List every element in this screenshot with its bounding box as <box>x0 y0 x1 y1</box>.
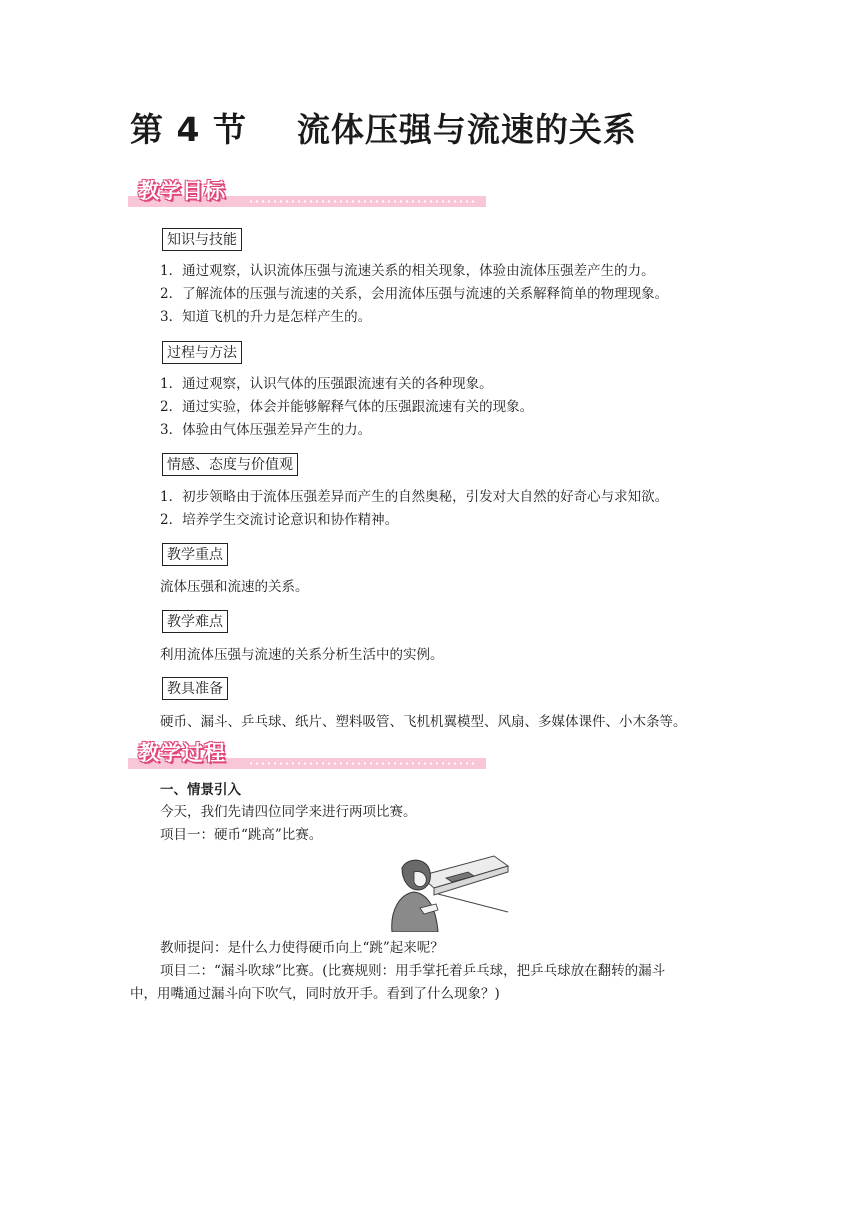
banner-label: 教学过程 <box>138 741 226 765</box>
section-banner-goals <box>128 178 488 210</box>
process-heading: 一、情景引入 <box>160 782 241 798</box>
key-points-label: 教学重点 <box>162 543 228 566</box>
process-paragraph: 项目二：“漏斗吹球”比赛。(比赛规则：用手掌托着乒乓球，把乒乓球放在翻转的漏斗 <box>160 963 666 979</box>
attitudes-item: 2．培养学生交流讨论意识和协作精神。 <box>160 512 399 528</box>
methods-item: 1．通过观察，认识气体的压强跟流速有关的各种现象。 <box>160 376 493 392</box>
materials-label: 教具准备 <box>162 677 228 700</box>
difficulties-text: 利用流体压强与流速的关系分析生活中的实例。 <box>160 647 444 663</box>
knowledge-item: 2．了解流体的压强与流速的关系，会用流体压强与流速的关系解释简单的物理现象。 <box>160 286 669 302</box>
attitudes-item: 1．初步领略由于流体压强差异而产生的自然奥秘，引发对大自然的好奇心与求知欲。 <box>160 489 669 505</box>
knowledge-label: 知识与技能 <box>162 228 242 251</box>
section-banner-process <box>128 740 488 772</box>
process-paragraph: 中，用嘴通过漏斗向下吹气，同时放开手。看到了什么现象？) <box>130 986 500 1002</box>
attitudes-label: 情感、态度与价值观 <box>162 453 298 476</box>
banner-dots <box>248 762 478 765</box>
process-paragraph: 今天，我们先请四位同学来进行两项比赛。 <box>160 804 417 820</box>
knowledge-item: 3．知道飞机的升力是怎样产生的。 <box>160 309 372 325</box>
process-paragraph: 教师提问：是什么力使得硬币向上“跳”起来呢？ <box>160 940 444 956</box>
methods-label: 过程与方法 <box>162 341 242 364</box>
process-paragraph: 项目一：硬币“跳高”比赛。 <box>160 827 323 843</box>
banner-label: 教学目标 <box>138 179 226 203</box>
methods-item: 3．体验由气体压强差异产生的力。 <box>160 422 372 438</box>
materials-text: 硬币、漏斗、乒乓球、纸片、塑料吸管、飞机机翼模型、风扇、多媒体课件、小木条等。 <box>160 714 687 730</box>
coin-jump-illustration <box>384 852 510 932</box>
methods-item: 2．通过实验，体会并能够解释气体的压强跟流速有关的现象。 <box>160 399 534 415</box>
knowledge-item: 1．通过观察，认识流体压强与流速关系的相关现象，体验由流体压强差产生的力。 <box>160 263 655 279</box>
difficulties-label: 教学难点 <box>162 610 228 633</box>
banner-dots <box>248 200 478 203</box>
key-points-text: 流体压强和流速的关系。 <box>160 579 309 595</box>
page-title: 第 4 节 流体压强与流速的关系 <box>130 110 637 149</box>
